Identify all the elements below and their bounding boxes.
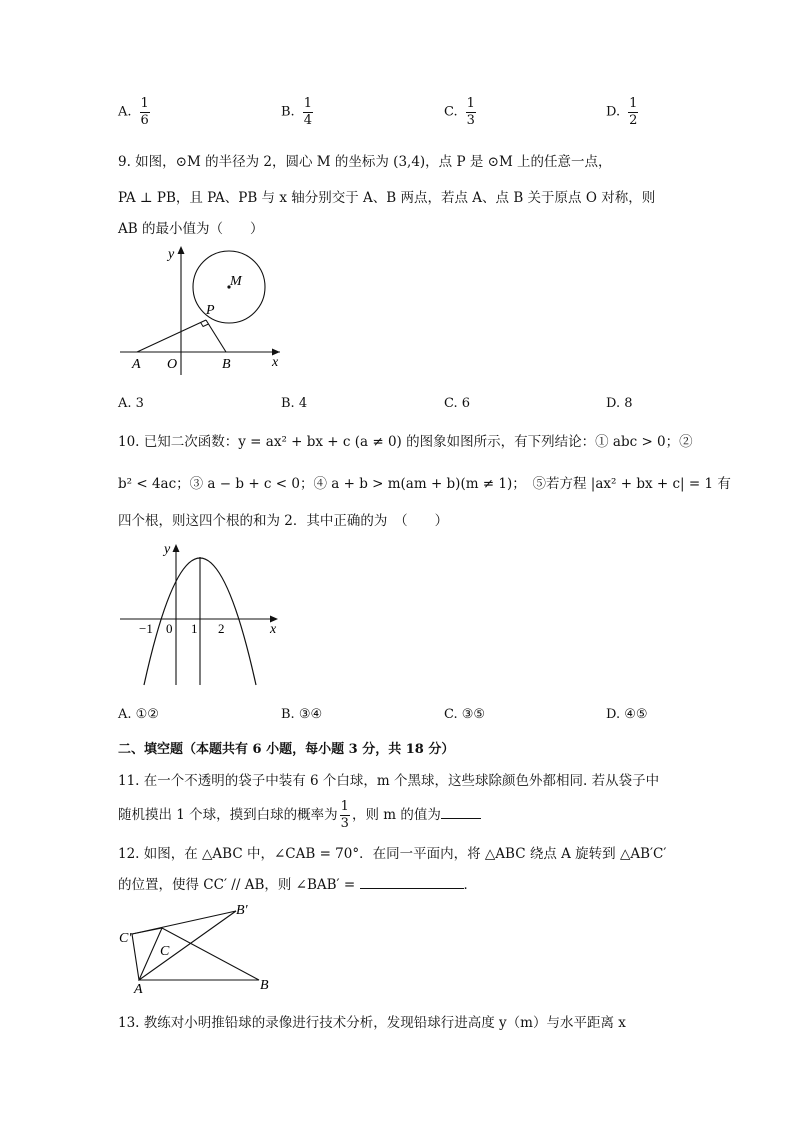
fraction: $\frac{1}{3}$: [466, 96, 475, 128]
label-o: O: [167, 357, 178, 372]
label-y: y: [164, 542, 171, 557]
label-a: A: [132, 357, 141, 372]
q9-line-1: 9. 如图，⊙M 的半径为 2，圆心 M 的坐标为 (3,4)，点 P 是 ⊙M 上的任意一点，: [118, 154, 612, 170]
q12-figure: [112, 900, 277, 995]
q9-figure: [110, 240, 300, 375]
label-b: B: [260, 978, 269, 993]
q9-option-c[interactable]: C. 6: [444, 396, 471, 411]
q10-line-3: 四个根，则这四个根的和为 2．其中正确的为 （ ）: [118, 513, 449, 529]
label-neg1: −1: [139, 621, 153, 636]
q11-line-2: 随机摸出 1 个球，摸到白球的概率为 $\frac{1}{3}$ ，则 m 的值为: [118, 796, 481, 834]
q13-line-1: 13. 教练对小明推铅球的录像进行技术分析，发现铅球行进高度 y（m）与水平距离 x: [118, 1015, 626, 1031]
q12-line-1: 12. 如图，在 △ABC 中，∠CAB = 70°．在同一平面内，将 △ABC 绕点 A 旋转到 △AB′C′: [118, 846, 667, 862]
y-axis-arrow-icon: [178, 246, 185, 254]
label-c-prime: C′: [119, 931, 132, 946]
q10-option-c[interactable]: C. ③⑤: [444, 707, 486, 722]
label-p: P: [206, 303, 215, 318]
q9-option-a[interactable]: A. 3: [118, 396, 144, 411]
y-axis-arrow-icon: [173, 544, 180, 552]
label-2: 2: [218, 621, 225, 636]
q10-figure: [112, 535, 287, 695]
q10-line-1: 10. 已知二次函数：y = ax² + bx + c (a ≠ 0) 的图象如图所示，有下列结论：① abc > 0；②: [118, 434, 693, 450]
q10-line-2: b² < 4ac；③ a − b + c < 0；④ a + b > m(am + b)(m ≠ 1)； ⑤若方程 |ax² + bx + c| = 1 有: [118, 476, 731, 492]
label-m: M: [230, 274, 242, 289]
q12-line-2: 的位置，使得 CC′ // AB，则 ∠BAB′ = ．: [118, 877, 478, 893]
label-x: x: [270, 622, 277, 637]
answer-blank[interactable]: [360, 888, 464, 889]
segment-cc-prime: [132, 928, 162, 934]
q8-option-d[interactable]: D. $\frac{1}{2}$: [606, 96, 638, 128]
label-1: 1: [191, 621, 198, 636]
q10-option-a[interactable]: A. ①②: [118, 707, 159, 722]
label-x: x: [272, 355, 279, 370]
q9-line-2: PA ⊥ PB，且 PA、PB 与 x 轴分别交于 A、B 两点，若点 A、点 B 关于原点 O 对称，则: [118, 190, 656, 206]
section-title: 二、填空题（本题共有 6 小题，每小题 3 分，共 18 分）: [118, 742, 455, 757]
label-b: B: [222, 357, 231, 372]
segment-pb: [206, 320, 226, 352]
q8-option-a[interactable]: A. $\frac{1}{6}$: [118, 96, 149, 128]
q10-option-d[interactable]: D. ④⑤: [606, 707, 648, 722]
fraction: $\frac{1}{2}$: [629, 96, 638, 128]
q10-option-b[interactable]: B. ③④: [281, 707, 323, 722]
answer-blank[interactable]: [441, 818, 481, 819]
q8-option-c[interactable]: C. $\frac{1}{3}$: [444, 96, 475, 128]
q9-line-3: AB 的最小值为（ ）: [118, 221, 264, 237]
label-c: C: [160, 944, 170, 959]
label-y: y: [168, 247, 175, 262]
label-0: 0: [166, 621, 173, 636]
q9-option-d[interactable]: D. 8: [606, 396, 633, 411]
label-a: A: [134, 982, 143, 995]
probability-fraction: $\frac{1}{3}$: [340, 799, 349, 831]
triangle-ab-prime-c-prime: [132, 911, 236, 980]
segment-pa: [137, 320, 206, 352]
fraction: $\frac{1}{4}$: [303, 96, 312, 128]
triangle-abc: [139, 928, 259, 980]
fraction: $\frac{1}{6}$: [140, 96, 149, 128]
q9-option-b[interactable]: B. 4: [281, 396, 308, 411]
label-b-prime: B′: [236, 903, 248, 918]
q8-option-b[interactable]: B. $\frac{1}{4}$: [281, 96, 312, 128]
q11-line-1: 11. 在一个不透明的袋子中装有 6 个白球，m 个黑球，这些球除颜色外都相同. 若从袋子中: [118, 773, 660, 789]
